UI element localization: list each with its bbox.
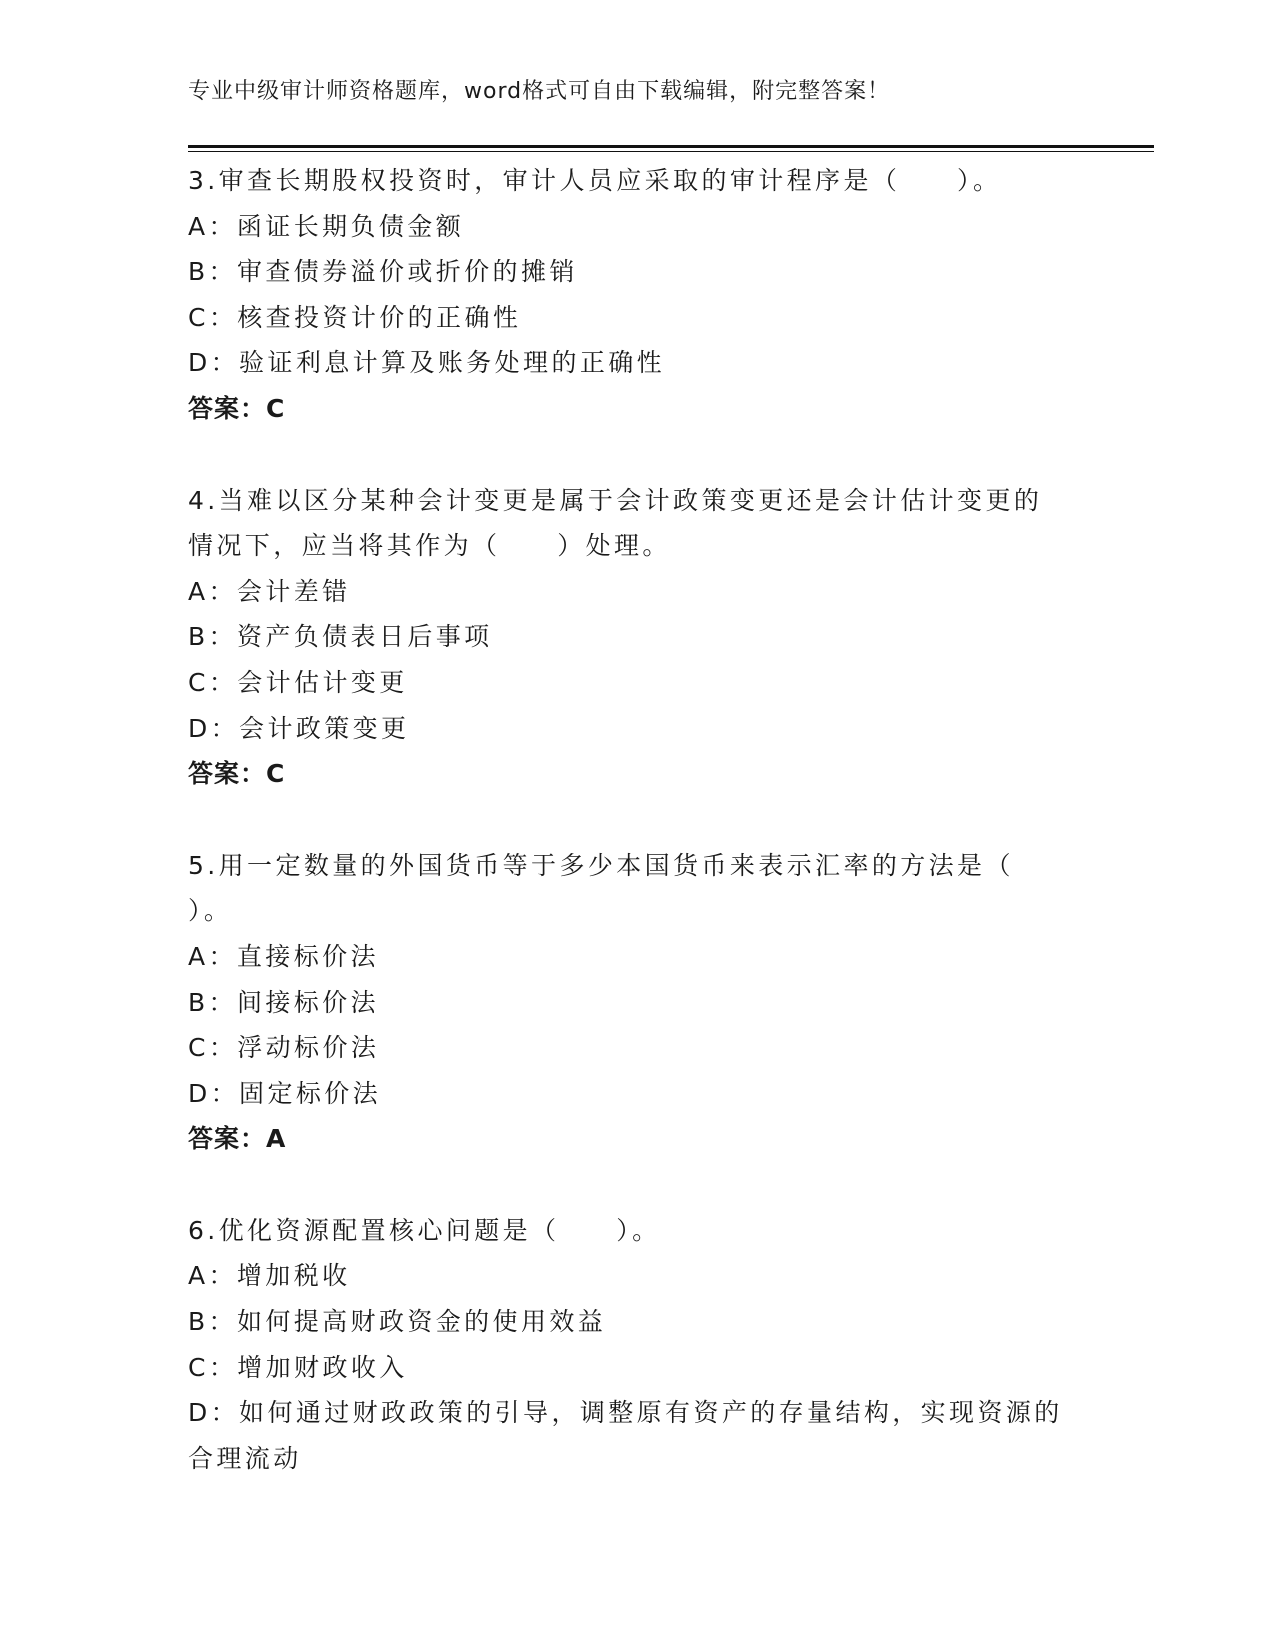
option-c: C：会计估计变更	[188, 667, 408, 697]
option-b: B：审查债券溢价或折价的摊销	[188, 257, 578, 287]
option-b: B：间接标价法	[188, 987, 379, 1017]
option-d: D：会计政策变更	[188, 713, 410, 743]
answer: 答案：C	[188, 393, 286, 423]
option-a: A：直接标价法	[188, 941, 379, 971]
question-stem-continued: ）。	[188, 896, 233, 926]
option-d-continued: 合理流动	[188, 1443, 302, 1473]
option-b: B：资产负债表日后事项	[188, 622, 493, 652]
header-divider-thick	[188, 145, 1154, 148]
option-b: B：如何提高财政资金的使用效益	[188, 1307, 607, 1337]
question-6	[188, 1208, 1088, 1482]
option-d: D：验证利息计算及账务处理的正确性	[188, 348, 666, 378]
question-stem-continued: 情况下，应当将其作为（ ）处理。	[188, 531, 671, 561]
answer: 答案：C	[188, 759, 286, 789]
option-d: D：如何通过财政政策的引导，调整原有资产的存量结构，实现资源的	[188, 1398, 1063, 1428]
question-stem: 3.审查长期股权投资时，审计人员应采取的审计程序是（ ）。	[188, 166, 1002, 195]
question-stem: 4.当难以区分某种会计变更是属于会计政策变更还是会计估计变更的	[188, 485, 1043, 515]
header-divider-thin	[188, 151, 1154, 152]
page-header: 专业中级审计师资格题库，word格式可自由下载编辑，附完整答案！	[188, 79, 891, 104]
option-c: C：核查投资计价的正确性	[188, 302, 522, 332]
option-c: C：增加财政收入	[188, 1352, 408, 1382]
option-c: C：浮动标价法	[188, 1033, 380, 1063]
question-list	[188, 158, 1088, 1527]
question-stem: 5.用一定数量的外国货币等于多少本国货币来表示汇率的方法是（	[188, 850, 1014, 880]
question-5	[188, 843, 1088, 1162]
option-a: A：会计差错	[188, 576, 351, 606]
question-stem: 6.优化资源配置核心问题是（ ）。	[188, 1215, 661, 1245]
option-a: A：增加税收	[188, 1261, 351, 1291]
option-a: A：函证长期负债金额	[188, 211, 465, 241]
question-3	[188, 158, 1088, 432]
question-4	[188, 478, 1088, 797]
option-d: D：固定标价法	[188, 1078, 382, 1108]
answer: 答案：A	[188, 1124, 287, 1154]
